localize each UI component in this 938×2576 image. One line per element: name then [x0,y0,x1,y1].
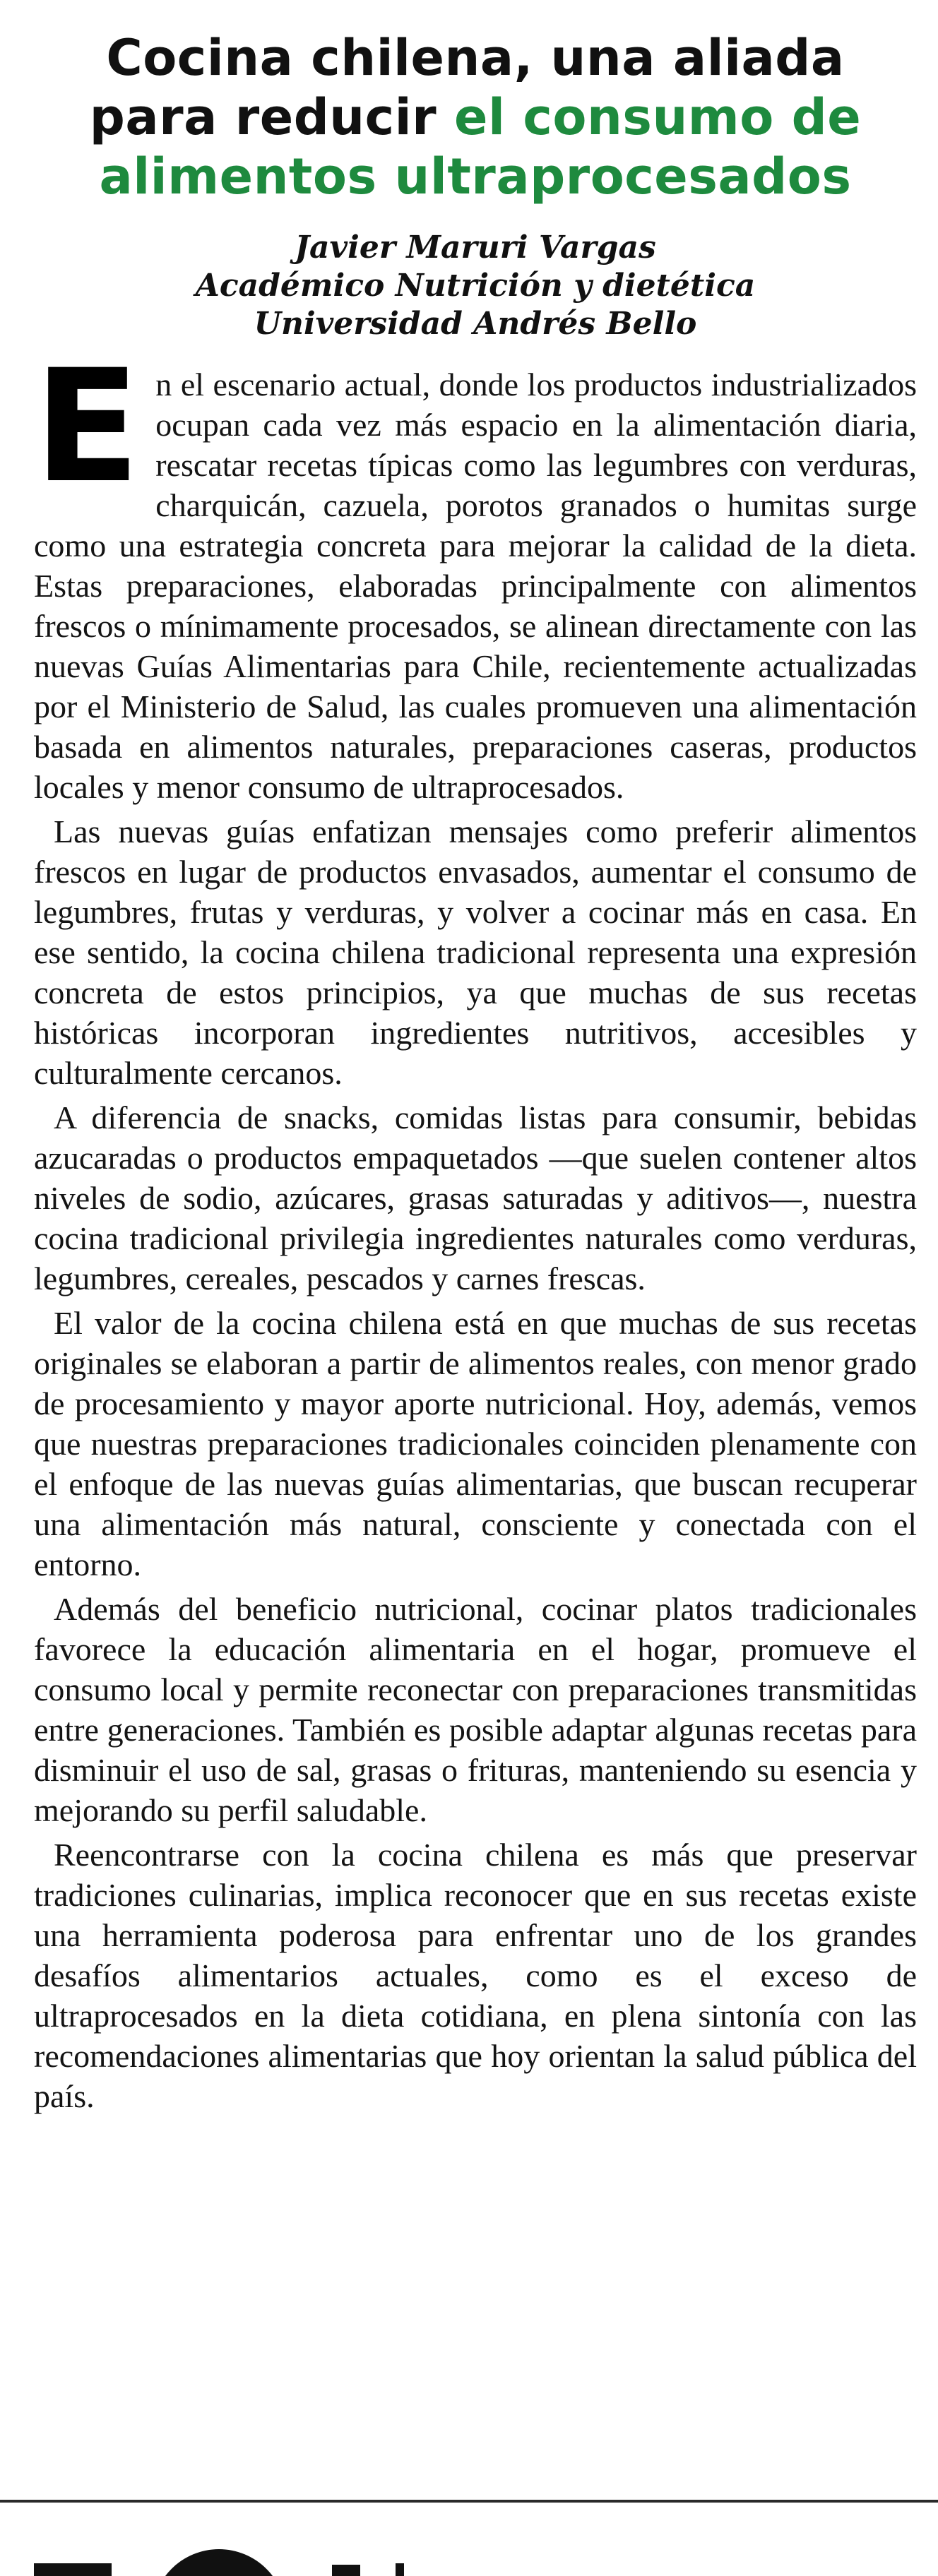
headline-part-black: Cocina chilena, una aliada para reducir [89,29,845,146]
paragraph-5: Además del beneficio nutricional, cocinar platos tradicionales favorece la educación alimentaria en el hogar, promueve el consumo local y permite reconectar con preparaciones transmitidas entre generaciones. También es posible adaptar algunas recetas para disminuir el uso de sal, grasas o frituras, manteniendo su esencia y mejorando su perfil saludable. [34,1591,917,1828]
author-name: Javier Maruri Vargas [295,229,656,266]
paragraph-4: El valor de la cocina chilena está en que muchas de sus recetas originales se elaboran a partir de alimentos reales, con menor grado de procesamiento y mayor aporte nutricional. Hoy, además, vemos que nuestras preparaciones tradicionales coinciden plenamente con el enfoque de las nuevas guías alimentarias, que buscan recuperar una alimentación más natural, consciente y conectada con el entorno. [34,1305,917,1582]
next-section-fragment [0,2514,938,2576]
fragment-shape [332,2565,360,2576]
dropcap-letter: E [34,336,141,517]
headline-part-green: el consumo de alimentos ultraprocesados [99,88,862,205]
author-institution: Universidad Andrés Bello [254,306,697,342]
paragraph-1-text: n el escenario actual, donde los productos industrializados ocupan cada vez más espacio en la alimentación diaria, rescatar recetas típicas como las legumbres con verduras, charquicán, cazuela, porotos granados o humitas surge como una estrategia concreta para mejorar la calidad de la dieta. Estas preparaciones, elaboradas principalmente con alimentos frescos o mínimamente procesados, se alinean directamente con las nuevas Guías Alimentarias para Chile, recientemente actualizadas por el Ministerio de Salud, las cuales promueven una alimentación basada en alimentos naturales, preparaciones caseras, productos locales y menor consumo de ultraprocesados. [34,366,917,805]
article [34,0,917,2116]
paragraph-3: A diferencia de snacks, comidas listas para consumir, bebidas azucaradas o productos empaquetados —que suelen contener altos niveles de sodio, azúcares, grasas saturadas y aditivos—, nuestra cocina tradicional privilegia ingredientes naturales como verduras, legumbres, cereales, pescados y carnes frescas. [34,1099,917,1296]
fragment-shape [396,2563,404,2576]
paragraph-1 [34,336,917,807]
section-divider [0,2500,938,2503]
fragment-shape [152,2549,286,2576]
author-role: Académico Nutrición y dietética [195,268,756,304]
paragraph-6: Reencontrarse con la cocina chilena es más que preservar tradiciones culinarias, implica reconocer que en sus recetas existe una herramienta poderosa para enfrentar uno de los grandes desafíos alimentarios actuales, como es el exceso de ultraprocesados en la dieta cotidiana, en plena sintonía con las recomendaciones alimentarias que hoy orientan la salud pública del país. [34,1837,917,2114]
paragraph-2: Las nuevas guías enfatizan mensajes como preferir alimentos frescos en lugar de productos envasados, aumentar el consumo de legumbres, frutas y verduras, y volver a cocinar más en casa. En ese sentido, la cocina chilena tradicional representa una expresión concreta de estos principios, ya que muchas de sus recetas históricas incorporan ingredientes nutritivos, accesibles y culturalmente cercanos. [34,813,917,1091]
article-body [34,336,917,2116]
fragment-shape [34,2563,112,2576]
byline [34,229,917,343]
article-headline [34,28,917,206]
